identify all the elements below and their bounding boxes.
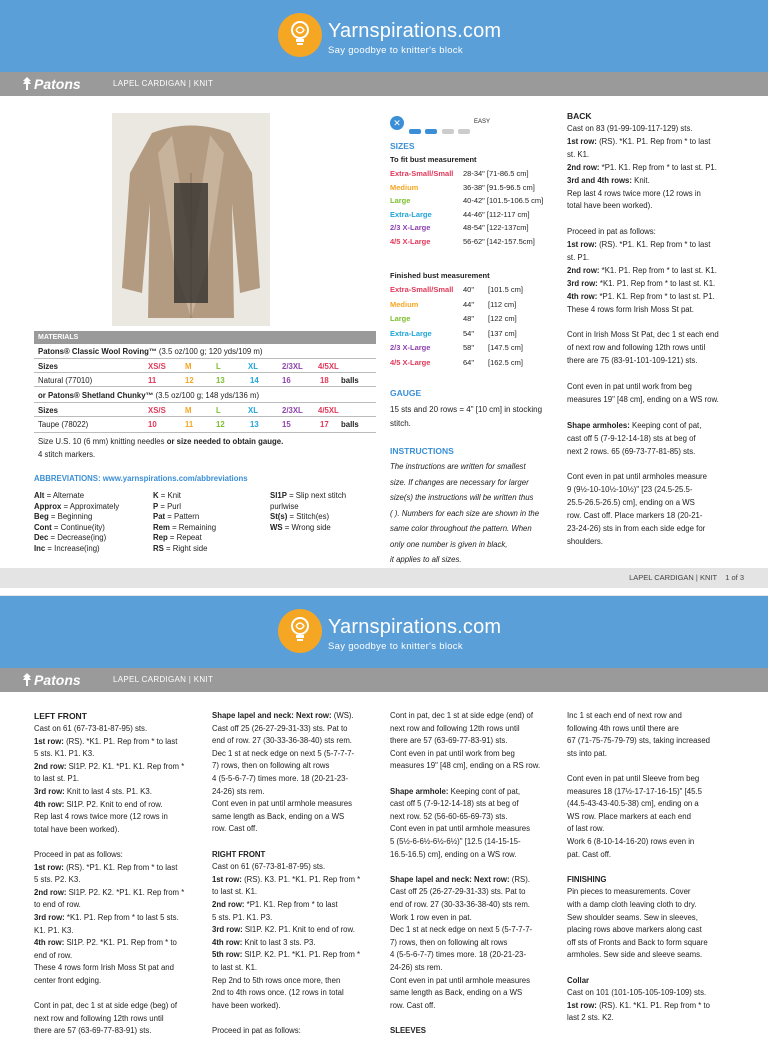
size-measurement: 56-62" [142-157.5cm] [463,236,535,246]
pattern-line: measures 19" [48 cm], ending on a RS row. [390,761,541,771]
bust-heading: To fit bust measurement [390,155,477,164]
pattern-line: to end of row. [34,900,81,910]
ball-count: 11 [148,376,157,385]
pattern-line: 1st row: (RS). *K1. P1. Rep from * to last [34,736,178,746]
pattern-line: have been worked). [212,1000,281,1010]
pattern-line: 7) rows, then on following alt rows [390,937,508,947]
skill-level-bar [409,121,470,139]
color-name: Natural (77010) [38,376,93,385]
divider [34,372,376,373]
abbreviation-entry: purlwise [270,501,299,511]
finished-size-name: 4/5 X-Large [390,357,431,367]
left-front-heading: LEFT FRONT [34,711,87,721]
pattern-line: 4 (5-5-6-7-7) times more. 18 (20-21-23- [390,950,527,960]
pattern-line: Rep last 4 rows twice more (12 rows in [567,188,701,198]
finished-cm: [137 cm] [488,328,517,338]
pattern-line: 5 sts. K1. P1. K3. [34,749,95,759]
pattern-line: Cast off 25 (26-27-29-31-33) sts. Pat to [390,887,526,897]
pattern-line: Collar [567,975,590,985]
pattern-line: Inc 1 st each end of next row and [567,711,682,720]
pattern-line: 23-24-26) sts in from each side edge for [567,523,706,533]
instruction-line: ( ). Numbers for each size are shown in the [390,508,540,518]
size-column-header: L [216,406,221,415]
size-column-header: M [185,406,192,415]
instruction-line: size. If changes are necessary for larger [390,477,529,487]
patons-mark-icon [22,673,32,686]
size-name: Large [390,196,411,205]
pattern-line: Cont even in pat until armhole measures [390,975,530,985]
pattern-line: measures 18 (17½-17-17-16-15)" [45.5 [567,786,702,796]
pattern-line: sts into pat. [567,748,607,758]
lightbulb-logo-icon [278,609,322,653]
abbreviation-entry: Pat = Pattern [153,512,200,521]
pattern-line: to last st. P1. [34,774,80,784]
yarn-1: Patons® Classic Wool Roving™ (3.5 oz/100 g; 120 yds/109 m) [38,347,263,356]
pattern-line: Work 6 (8-10-14-16-20) rows even in [567,837,695,846]
abbreviation-entry: Alt = Alternate [34,491,85,500]
abbreviation-entry: Cont = Continue(ity) [34,522,105,532]
pattern-line: 1st row: (RS). K3. P1. *K1. P1. Rep from * [212,874,361,884]
finished-inches: 58" [463,343,475,352]
size-column-header: XL [248,406,258,415]
finished-cm: [112 cm] [488,299,517,309]
pattern-line: next 2 rows. 65 (69-73-77-81-85) sts. [567,446,696,456]
pattern-line: Dec 1 st at neck edge on next 5 (5-7-7-7- [390,925,533,935]
size-name: Extra-Large [390,209,432,219]
instruction-line: only one number is given in black, [390,539,508,549]
ball-count: 16 [282,376,291,385]
pattern-line: 2nd row: *P1. K1. Rep from * to last [212,900,338,909]
pattern-line: 2nd row: Sl1P. P2. K1. *P1. K1. Rep from * [34,761,185,771]
pattern-line: measures 19" [48 cm], ending on a WS row. [567,394,719,404]
ball-count: 12 [185,376,194,385]
pattern-line: Cont in pat, dec 1 st at side edge (beg) of [34,1001,178,1011]
pattern-line: 25.5-26.5-26.5) cm], ending on a WS [567,498,695,508]
pattern-line: SLEEVES [390,1026,426,1035]
pattern-line: placing rows above markers along cast [567,925,702,935]
color-name: Taupe (78022) [38,420,89,429]
pattern-line: Shape armholes: Keeping cont of pat, [567,420,702,430]
abbreviation-entry: Rep = Repeat [153,533,202,542]
pattern-line: 2nd row: *P1. K1. Rep from * to last st. P1. [567,162,717,172]
size-column-header: XS/S [148,362,166,371]
pattern-line: Cont even in pat until armhole measures [390,824,530,834]
finished-inches: 44" [463,299,475,309]
pattern-line: 4th row: Sl1P. P2. *K1. P1. Rep from * to [34,938,177,948]
sizes-label: Sizes [38,362,58,371]
pattern-line: 1st row: (RS). *P1. K1. Rep from * to last [567,240,711,250]
pattern-line: Cast on 61 (67-73-81-87-95) sts. [212,862,326,872]
pattern-line: st. K1. [567,149,590,159]
abbreviation-entry: RS = Right side [153,543,208,553]
pattern-line: off sts of Fronts and Back to form square [567,937,708,947]
instruction-line: same color throughout the pattern. When [390,524,532,533]
unit-label: balls [341,420,359,429]
pattern-line: end of row. 27 (30-33-36-38-40) sts rem. [390,900,530,909]
pattern-line: Dec 1 st at neck edge on next 5 (5-7-7-7- [212,748,355,758]
pattern-line: Cont even in pat until Sleeve from beg [567,774,700,783]
size-measurement: 40-42" [101.5-106.5 cm] [463,196,544,205]
pattern-line: Sew shoulder seams. Sew in sleeves, [567,912,698,922]
size-measurement: 36-38" [91.5-96.5 cm] [463,182,535,192]
abbreviation-entry: Approx = Approximately [34,501,120,511]
divider [34,416,376,417]
ball-count: 13 [250,420,259,429]
size-column-header: L [216,362,221,371]
pattern-line: with a damp cloth leaving cloth to dry. [567,900,697,909]
pattern-line: Cont even in pat until work from beg [390,748,515,758]
pattern-line: 5 sts. P1. K1. P3. [212,912,273,922]
gauge-heading: GAUGE [390,388,422,398]
pattern-line: (44.5-43-43-40.5-38) cm], ending on a [567,799,699,809]
size-column-header: XL [248,362,258,371]
brand-name: Patons [34,76,81,92]
pattern-line: there are 57 (63-69-77-83-91) sts. [390,736,508,746]
pattern-line: 7) rows, then on following alt rows [212,761,330,771]
size-column-header: 4/5XL [318,362,339,371]
pattern-line: row. Cast off. Place markers 18 (20-21- [567,511,703,520]
abbreviation-entry: Inc = Increase(ing) [34,543,100,553]
pattern-line: cast off 5 (7-9-12-14-18) sts at beg of [390,799,519,809]
pattern-line: Cast on 61 (67-73-81-87-95) sts. [34,724,148,733]
finished-size-name: Large [390,314,411,323]
pattern-line: same length as Back, ending on a WS [390,988,523,998]
finished-cm: [162.5 cm] [488,357,524,367]
yarn-2: or Patons® Shetland Chunky™ (3.5 oz/100 g; 148 yds/136 m) [38,391,260,400]
skill-label: EASY [474,119,491,125]
abbreviation-entry: P = Purl [153,501,181,511]
pattern-line: 1st row: (RS). K1. *K1. P1. Rep from * to [567,1000,711,1010]
pattern-line: next row and following 12th rows until [34,1013,164,1023]
gauge-text-2: stitch. [390,419,411,428]
instruction-line: The instructions are written for smallest [390,462,526,471]
pattern-line: 5 sts. P2. K3. [34,875,81,885]
pattern-line: Proceed in pat as follows: [212,1026,301,1035]
pattern-line: 5 (5½-6-6½-6½-6½)" [12.5 (14-15-15- [390,837,521,846]
sizes-label: Sizes [38,406,58,415]
divider [34,386,376,387]
abbr-column-2 [153,491,216,554]
pattern-line: 24-26) sts rem. [212,786,265,796]
pattern-line: end of row. 27 (30-33-36-38-40) sts rem. [212,736,352,746]
pattern-line: Proceed in pat as follows: [567,227,656,237]
size-name: Extra-Small/Small [390,169,454,178]
pattern-line: These 4 rows form Irish Moss St pat and [34,963,174,973]
pattern-line: 2nd row: *K1. P1. Rep from * to last st. K1. [567,265,717,275]
lightbulb-logo-icon [278,13,322,57]
ball-count: 14 [250,376,259,385]
size-column-header: 4/5XL [318,406,339,415]
back-heading: BACK [567,111,592,121]
divider [34,402,376,403]
footer-text: LAPEL CARDIGAN | KNIT 1 of 3 [629,573,744,582]
size-column-header: XS/S [148,406,166,415]
pattern-title: LAPEL CARDIGAN | KNIT [113,79,214,88]
sizes-heading: SIZES [390,141,415,151]
pattern-line: end of row. [34,950,73,960]
ball-count: 10 [148,420,157,429]
pattern-title: LAPEL CARDIGAN | KNIT [113,675,214,684]
finished-cm: [122 cm] [488,314,517,323]
size-name: Medium [390,182,419,192]
finished-heading: Finished bust measurement [390,271,490,280]
pattern-line: 4th row: Sl1P. P2. Knit to end of row. [34,799,163,809]
pattern-line: cast off 5 (7-9-12-14-18) sts at beg of [567,433,696,443]
pattern-line: Cont in Irish Moss St Pat, dec 1 st each end [567,330,719,340]
ball-count: 13 [216,376,225,385]
pattern-line: 2nd row: Sl1P. P2. K2. *P1. K1. Rep from * [34,887,185,897]
ball-count: 12 [216,420,225,429]
size-name: 2/3 X-Large [390,223,431,232]
markers-text: 4 stitch markers. [38,450,96,459]
finished-size-name: Extra-Large [390,328,432,338]
pattern-line: Pin pieces to measurements. Cover [567,887,691,897]
pattern-line: following 4th rows until there are [567,723,679,733]
pattern-page-2 [0,596,768,1036]
pattern-line: Shape lapel and neck: Next row: (RS). [390,874,530,884]
pattern-line: there are 75 (83-91-101-109-121) sts. [567,356,698,366]
pattern-line: RIGHT FRONT [212,849,266,859]
size-column-header: 2/3XL [282,362,303,371]
site-banner [0,596,768,668]
instruction-line: size(s) the instructions will be written thus [390,493,534,502]
pattern-line: total have been worked). [34,824,120,834]
pattern-line: Rep 2nd to 5th rows once more, then [212,975,341,985]
instructions-heading: INSTRUCTIONS [390,446,454,456]
pattern-line: there are 57 (63-69-77-83-91) sts. [34,1026,152,1036]
abbreviation-entry: Dec = Decrease(ing) [34,533,107,542]
pattern-line: 3rd row: *K1. P1. Rep from * to last 5 sts. [34,913,179,922]
site-banner [0,0,768,72]
site-tagline: Say goodbye to knitter's block [328,45,463,56]
pattern-line: pat. Cast off. [567,849,612,859]
site-name: Yarnspirations.com [328,616,502,638]
site-tagline: Say goodbye to knitter's block [328,641,463,652]
pattern-line: Cast on 83 (91-99-109-117-129) sts. [567,124,693,133]
divider [34,358,376,359]
finished-size-name: Medium [390,299,419,309]
brand-name: Patons [34,672,81,688]
pattern-line: last 2 sts. K2. [567,1013,614,1023]
pattern-line: of next row and following 12th rows until [567,343,706,353]
instruction-line: it applies to all sizes. [390,555,462,564]
pattern-line: Shape lapel and neck: Next row: (WS). [212,711,354,720]
pattern-line: 16.5-16.5) cm], ending on a WS row. [390,849,517,859]
patons-mark-icon [22,77,32,90]
pattern-line: row. Cast off. [212,824,258,834]
ball-count: 18 [320,376,329,385]
pattern-line: 3rd row: *K1. P1. Rep from * to last st. K1. [567,278,716,288]
pattern-line: 67 (71-75-75-79-79) sts, taking increased [567,736,711,746]
materials-heading: MATERIALS [34,331,376,344]
pattern-line: 3rd row: Knit to last 4 sts. P1. K3. [34,787,152,796]
finished-cm: [101.5 cm] [488,285,524,294]
pattern-line: Work 1 row even in pat. [390,912,472,922]
finished-inches: 54" [463,328,475,338]
pattern-line: to last st. K1. [212,887,258,897]
abbreviation-entry: Sl1P = Slip next stitch [270,491,347,500]
pattern-line: Cont even in pat until work from beg [567,382,692,391]
size-measurement: 48-54" [122-137cm] [463,223,529,232]
pattern-line: st. P1. [567,253,590,262]
abbr-column-1 [34,491,119,554]
pattern-line: WS row. Place markers at each end [567,811,691,821]
pattern-line: next row. 52 (56-60-65-69-73) sts. [390,811,508,821]
pattern-line: of last row. [567,824,605,834]
pattern-line: Cont in pat, dec 1 st at side edge (end) of [390,711,534,720]
ball-count: 15 [282,420,291,429]
abbreviation-entry: WS = Wrong side [270,522,331,532]
needles-text: Size U.S. 10 (6 mm) knitting needles or size needed to obtain gauge. [38,437,284,446]
pattern-line: Rep last 4 rows twice more (12 rows in [34,812,168,822]
pattern-line: 4th row: Knit to last 3 sts. P3. [212,937,316,947]
pattern-line: Cont even in pat until armholes measure [567,472,707,482]
needle-icon: ✕ [390,116,404,130]
finished-size-name: 2/3 X-Large [390,343,431,352]
pattern-line: FINISHING [567,874,607,884]
pattern-line: Cast on 101 (101-105-105-109-109) sts. [567,988,707,998]
pattern-line: total have been worked). [567,201,653,211]
size-measurement: 28-34" [71-86.5 cm] [463,169,529,178]
pattern-line: Shape armhole: Keeping cont of pat, [390,786,521,796]
unit-label: balls [341,376,359,385]
abbreviation-entry: Beg = Beginning [34,512,93,521]
pattern-line: same length as Back, ending on a WS [212,811,345,821]
size-column-header: M [185,362,192,371]
pattern-line: row. Cast off. [390,1000,436,1010]
abbreviations-heading: ABBREVIATIONS: www.yarnspirations.com/abbreviations [34,474,248,483]
pattern-line: 4 (5-5-6-7-7) times more. 18 (20-21-23- [212,774,349,783]
finished-inches: 40" [463,285,475,294]
pattern-line: 1st row: (RS). *P1. K1. Rep from * to last [34,862,178,872]
size-measurement: 44-46" [112-117 cm] [463,209,530,219]
pattern-line: 5th row: Sl1P. K2. P1. *K1. P1. Rep from * [212,950,361,960]
pattern-line: Cont even in pat until armhole measures [212,799,352,809]
pattern-line: center front edging. [34,976,102,985]
gauge-text-1: 15 sts and 20 rows = 4" [10 cm] in stocking [390,405,543,414]
brand-bar [0,668,768,692]
pattern-line: 9 (9½-10-10½-10½)" [23 (24.5-25.5- [567,485,693,495]
size-name: 4/5 X-Large [390,236,431,246]
ball-count: 11 [185,420,194,429]
pattern-line: next row and following 12th rows until [390,723,520,733]
pattern-line: 24-26) sts rem. [390,963,443,972]
pattern-line: 4th row: *P1. K1. Rep from * to last st. P1. [567,291,715,301]
finished-size-name: Extra-Small/Small [390,285,454,294]
pattern-line: to last st. K1. [212,963,258,972]
abbr-column-3 [270,491,346,533]
divider [34,432,376,433]
pattern-line: Proceed in pat as follows: [34,850,123,859]
pattern-line: 2nd to 4th rows once. (12 rows in total [212,988,344,998]
pattern-line: 3rd and 4th rows: Knit. [567,175,650,185]
finished-inches: 48" [463,314,475,323]
pattern-line: armholes. Sew side and sleeve seams. [567,950,703,960]
size-column-header: 2/3XL [282,406,303,415]
pattern-line: K1. P1. K3. [34,925,74,935]
abbreviation-entry: Rem = Remaining [153,522,217,532]
pattern-line: Cast off 25 (26-27-29-31-33) sts. Pat to [212,723,348,733]
pattern-line: 1st row: (RS). *K1. P1. Rep from * to last [567,136,711,146]
finished-inches: 64" [463,357,475,367]
finished-cm: [147.5 cm] [488,343,524,352]
pattern-line: 3rd row: Sl1P. K2. P1. Knit to end of row. [212,925,355,935]
pattern-line: shoulders. [567,536,603,546]
site-name: Yarnspirations.com [328,20,502,42]
pattern-line: These 4 rows form Irish Moss St pat. [567,304,694,314]
ball-count: 17 [320,420,329,429]
brand-bar [0,72,768,96]
abbreviation-entry: St(s) = Stitch(es) [270,512,330,521]
cardigan-photo [112,113,270,326]
abbreviation-entry: K = Knit [153,491,181,500]
